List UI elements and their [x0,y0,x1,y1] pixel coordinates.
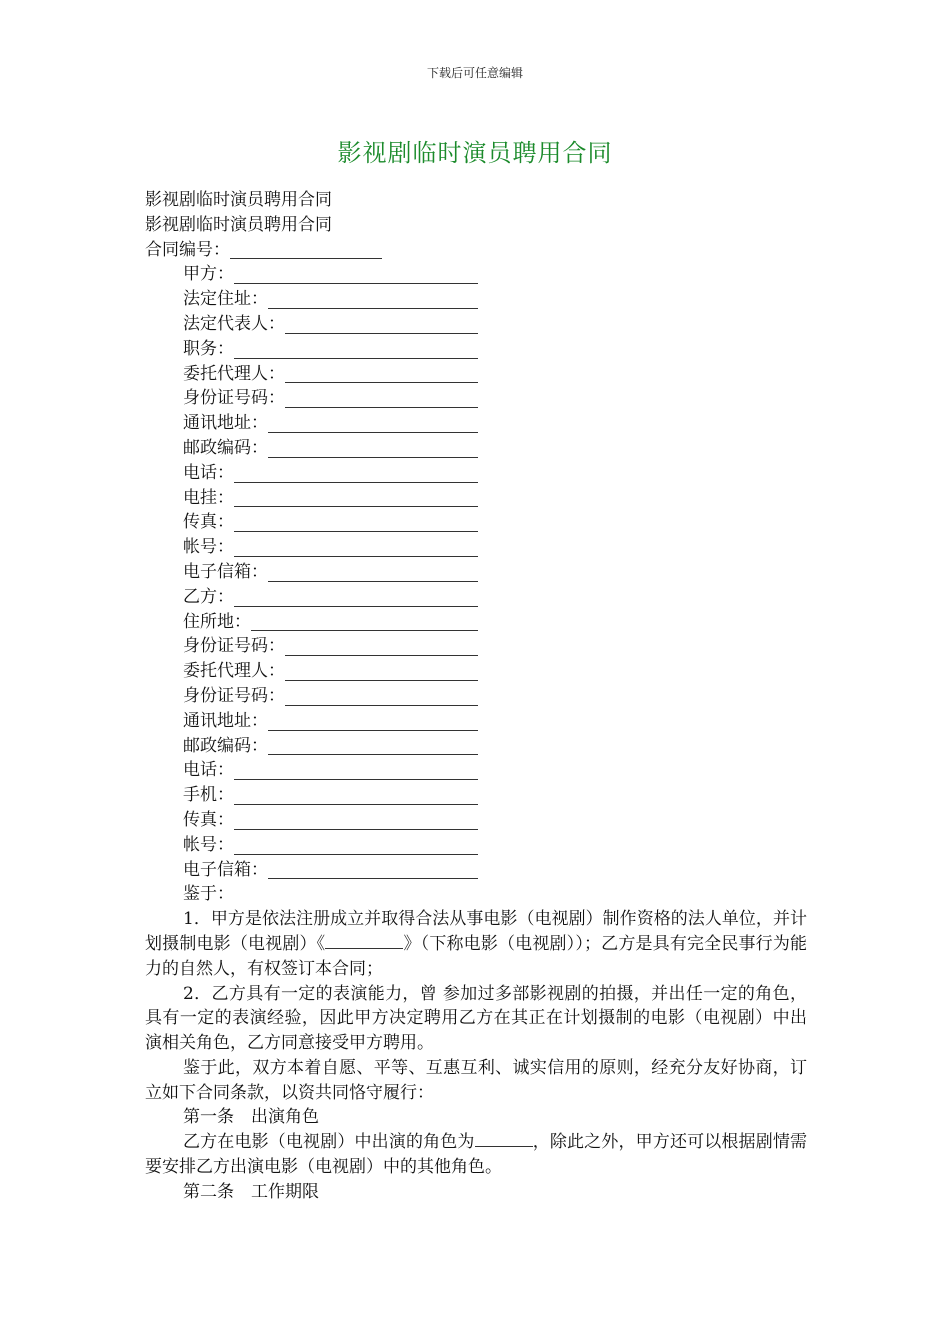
form-field-row [145,560,807,585]
field-label: 身份证号码： [183,636,285,657]
contract-number-field [145,238,807,263]
field-label: 邮政编码： [183,735,268,756]
blank-line [234,488,478,507]
article-1-heading: 第一条 出演角色 [183,1107,319,1128]
document-body [145,188,807,1205]
blank-line [234,340,478,359]
whereas-clause-1 [145,907,807,981]
field-label: 电话： [183,462,234,483]
blank-line [325,932,403,949]
blank-line [268,712,478,731]
blank-line [475,1130,533,1147]
form-field-row [145,610,807,635]
blank-line [234,265,478,284]
field-label: 电子信箱： [183,561,268,582]
field-label: 传真： [183,809,234,830]
field-label: 手机： [183,785,234,806]
form-field-row [145,312,807,337]
form-field-row [145,262,807,287]
field-label: 邮政编码： [183,437,268,458]
form-field-row [145,858,807,883]
blank-line [268,414,478,433]
field-label: 住所地： [183,611,251,632]
blank-line [285,637,478,656]
form-field-row [145,411,807,436]
field-label: 身份证号码： [183,388,285,409]
clause-text: 1．甲方是依法注册成立并取得合法从事电影（电视剧）制作资格的法人单位，并计划摄制电影（电视剧）《 [145,909,807,954]
blank-line [234,513,478,532]
form-field-row [145,709,807,734]
field-label: 法定代表人： [183,313,285,334]
blank-line [234,588,478,607]
clause-text: 》（下称电影（电视剧））；乙方是具有完全民事行为能力的自然人，有权签订本合同； [145,933,808,979]
field-label: 通讯地址： [183,710,268,731]
form-field-row [145,486,807,511]
blank-line [285,315,478,334]
article-2-heading: 第二条 工作期限 [183,1181,319,1202]
blank-line [268,563,478,582]
form-field-row [145,634,807,659]
form-field-row [145,808,807,833]
field-label: 法定住址： [183,289,268,310]
blank-line [230,240,382,259]
form-field-row [145,362,807,387]
form-field-row [145,510,807,535]
blank-line [268,290,478,309]
form-field-row [145,585,807,610]
form-field-row [145,783,807,808]
field-label: 委托代理人： [183,363,285,384]
form-field-row [145,833,807,858]
field-label: 帐号： [183,834,234,855]
field-label: 合同编号： [145,239,230,260]
field-label: 传真： [183,512,234,533]
field-label: 甲方： [183,264,234,285]
party-a-fields [145,262,807,584]
form-field-row [145,734,807,759]
article-text: ，除此之外，甲方还可以根据剧情需要安排乙方出演电影（电视剧）中的其他角色。 [145,1132,808,1178]
blank-line [234,538,478,557]
blank-line [285,389,478,408]
form-field-row [145,758,807,783]
form-field-row [145,287,807,312]
field-label: 电话： [183,760,234,781]
field-label: 乙方： [183,586,234,607]
form-field-row [145,659,807,684]
blank-line [251,612,478,631]
article-text: 乙方在电影（电视剧）中出演的角色为 [183,1132,475,1153]
blank-line [285,364,478,383]
article-1-text [145,1130,807,1180]
blank-line [268,736,478,755]
blank-line [234,464,478,483]
form-field-row [145,337,807,362]
field-label: 委托代理人： [183,661,285,682]
field-label: 通讯地址： [183,413,268,434]
form-field-row [145,436,807,461]
field-label: 身份证号码： [183,685,285,706]
form-field-row [145,386,807,411]
form-field-row [145,684,807,709]
field-label: 电挂： [183,487,234,508]
form-field-row [145,535,807,560]
party-b-fields [145,585,807,883]
agreement-paragraph: 鉴于此，双方本着自愿、平等、互惠互利、诚实信用的原则，经充分友好协商，订立如下合同条款，以资共同恪守履行： [145,1057,807,1103]
blank-line [268,439,478,458]
blank-line [285,662,478,681]
blank-line [234,786,478,805]
field-label: 职务： [183,338,234,359]
whereas-label: 鉴于： [183,884,234,905]
subtitle-line: 影视剧临时演员聘用合同 [145,190,332,210]
blank-line [268,860,478,879]
blank-line [234,761,478,780]
blank-line [234,836,478,855]
document-title: 影视剧临时演员聘用合同 [337,139,613,167]
subtitle-line: 影视剧临时演员聘用合同 [145,214,332,235]
field-label: 电子信箱： [183,859,268,880]
form-field-row [145,461,807,486]
header-note: 下载后可任意编辑 [426,66,523,80]
field-label: 帐号： [183,537,234,558]
blank-line [285,687,478,706]
blank-line [234,811,478,830]
whereas-clause-2: 2．乙方具有一定的表演能力，曾 参加过多部影视剧的拍摄，并出任一定的角色，具有一定的表演经验，因此甲方决定聘用乙方在其正在计划摄制的电影（电视剧）中出演相关角色，乙方同意接受甲方聘用。 [145,983,807,1054]
